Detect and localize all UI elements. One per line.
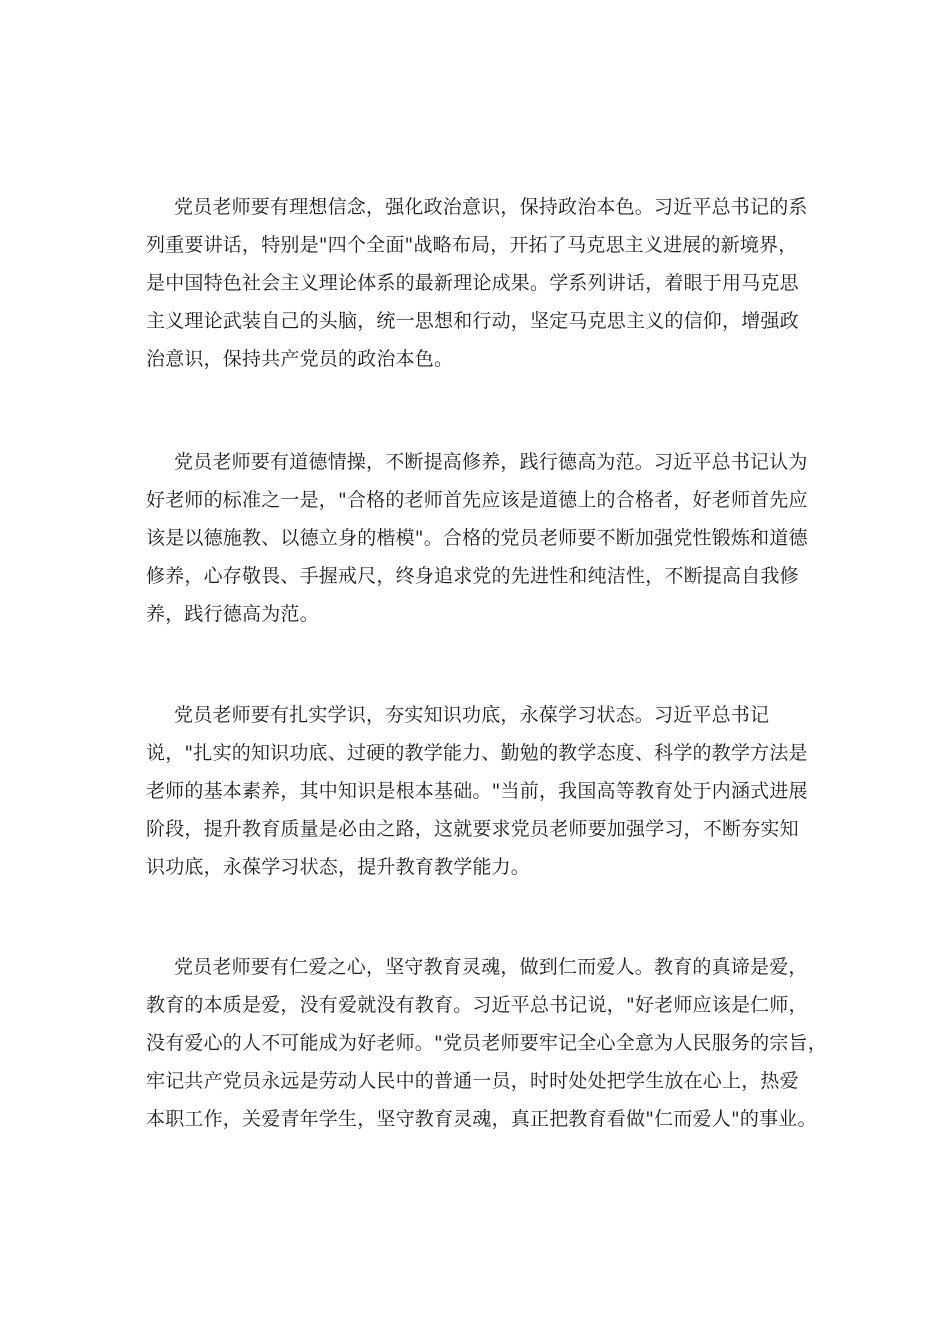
paragraph-line: 党员老师要有理想信念，强化政治意识，保持政治本色。习近平总书记的系 xyxy=(174,196,808,218)
paragraph-line: 列重要讲话，特别是"四个全面"战略布局，开拓了马克思主义进展的新境界， xyxy=(146,234,798,256)
paragraph-solid-knowledge xyxy=(146,696,822,886)
paragraph-line: 修养，心存敬畏、手握戒尺，终身追求党的先进性和纯洁性，不断提高自我修 xyxy=(146,565,799,587)
paragraph-line: 该是以德施教、以德立身的楷模"。合格的党员老师要不断加强党性锻炼和道德 xyxy=(146,527,808,549)
paragraph-line: 说，"扎实的知识功底、过硬的教学能力、勤勉的教学态度、科学的教学方法是 xyxy=(146,742,808,764)
paragraph-line: 党员老师要有道德情操，不断提高修养，践行德高为范。习近平总书记认为 xyxy=(174,451,808,473)
paragraph-ideals-and-beliefs xyxy=(146,188,822,378)
paragraph-line: 教育的本质是爱，没有爱就没有教育。习近平总书记说，"好老师应该是仁师， xyxy=(146,994,808,1016)
paragraph-line: 牢记共产党员永远是劳动人民中的普通一员，时时处处把学生放在心上，热爱 xyxy=(146,1070,799,1092)
paragraph-line: 本职工作，关爱青年学生，坚守教育灵魂，真正把教育看做"仁而爱人"的事业。 xyxy=(146,1108,817,1130)
paragraph-line: 阶段，提升教育质量是必由之路，这就要求党员老师要加强学习，不断夯实知 xyxy=(146,818,799,840)
paragraph-moral-character xyxy=(146,443,822,633)
paragraph-line: 党员老师要有仁爱之心，坚守教育灵魂，做到仁而爱人。教育的真谛是爱， xyxy=(174,956,808,978)
paragraph-line: 是中国特色社会主义理论体系的最新理论成果。学系列讲话，着眼于用马克思 xyxy=(146,272,799,294)
paragraph-line: 主义理论武装自己的头脑，统一思想和行动，坚定马克思主义的信仰，增强政 xyxy=(146,310,799,332)
paragraph-line: 养，践行德高为范。 xyxy=(146,603,319,625)
paragraph-line: 没有爱心的人不可能成为好老师。"党员老师要牢记全心全意为人民服务的宗旨， xyxy=(146,1032,827,1054)
paragraph-line: 治意识，保持共产党员的政治本色。 xyxy=(146,348,454,370)
paragraph-line: 好老师的标准之一是，"合格的老师首先应该是道德上的合格者，好老师首先应 xyxy=(146,489,808,511)
paragraph-line: 老师的基本素养，其中知识是根本基础。"当前，我国高等教育处于内涵式进展 xyxy=(146,780,808,802)
paragraph-benevolent-heart xyxy=(146,948,827,1138)
paragraph-line: 识功底，永葆学习状态，提升教育教学能力。 xyxy=(146,856,531,878)
paragraph-line: 党员老师要有扎实学识，夯实知识功底，永葆学习状态。习近平总书记 xyxy=(174,704,770,726)
